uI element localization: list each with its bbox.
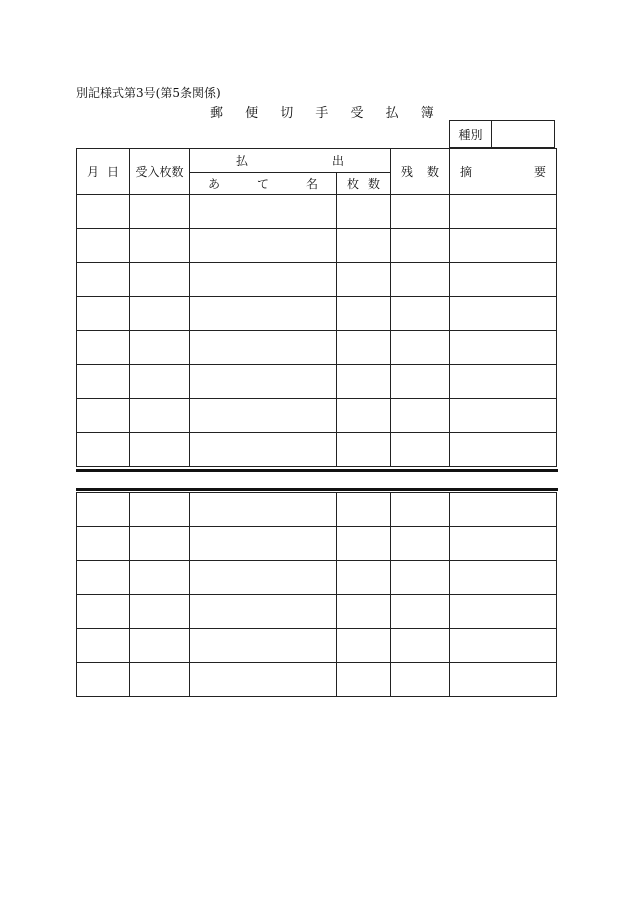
- header-date-month: 月: [87, 165, 100, 179]
- cell-address[interactable]: [190, 595, 337, 629]
- cell-sheets[interactable]: [337, 297, 391, 331]
- cell-sheets[interactable]: [337, 595, 391, 629]
- header-date: [77, 149, 130, 195]
- cell-date[interactable]: [77, 629, 130, 663]
- cell-received[interactable]: [130, 399, 190, 433]
- cell-balance[interactable]: [391, 629, 450, 663]
- cell-summary[interactable]: [450, 263, 557, 297]
- cell-summary[interactable]: [450, 527, 557, 561]
- cell-sheets[interactable]: [337, 263, 391, 297]
- cell-balance[interactable]: [391, 297, 450, 331]
- cell-sheets[interactable]: [337, 663, 391, 697]
- cell-address[interactable]: [190, 229, 337, 263]
- header-summary-char-1: 摘: [460, 165, 473, 179]
- cell-sheets[interactable]: [337, 195, 391, 229]
- cell-date[interactable]: [77, 229, 130, 263]
- cell-date[interactable]: [77, 297, 130, 331]
- cell-received[interactable]: [130, 365, 190, 399]
- cell-received[interactable]: [130, 561, 190, 595]
- cell-summary[interactable]: [450, 365, 557, 399]
- header-sheets-char-1: 枚: [347, 177, 360, 191]
- header-sheets: [337, 173, 391, 195]
- kind-value-field[interactable]: [492, 121, 554, 147]
- cell-received[interactable]: [130, 297, 190, 331]
- cell-balance[interactable]: [391, 229, 450, 263]
- cell-balance[interactable]: [391, 399, 450, 433]
- table-row: [77, 399, 557, 433]
- cell-received[interactable]: [130, 493, 190, 527]
- cell-received[interactable]: [130, 433, 190, 467]
- cell-address[interactable]: [190, 527, 337, 561]
- cell-sheets[interactable]: [337, 365, 391, 399]
- header-payout-char-2: 出: [331, 154, 344, 168]
- header-balance-char-2: 数: [426, 165, 439, 179]
- cell-balance[interactable]: [391, 365, 450, 399]
- cell-summary[interactable]: [450, 399, 557, 433]
- document-title: 郵 便 切 手 受 払 簿: [210, 106, 443, 121]
- cell-received[interactable]: [130, 331, 190, 365]
- cell-balance[interactable]: [391, 195, 450, 229]
- cell-balance[interactable]: [391, 595, 450, 629]
- table-row: [77, 195, 557, 229]
- cell-address[interactable]: [190, 297, 337, 331]
- header-summary-char-2: 要: [533, 165, 546, 179]
- cell-address[interactable]: [190, 399, 337, 433]
- table-row: [77, 331, 557, 365]
- cell-summary[interactable]: [450, 493, 557, 527]
- cell-date[interactable]: [77, 527, 130, 561]
- cell-received[interactable]: [130, 263, 190, 297]
- table-row: [77, 527, 557, 561]
- kind-box: [449, 120, 555, 148]
- cell-summary[interactable]: [450, 331, 557, 365]
- cell-address[interactable]: [190, 493, 337, 527]
- table-row: [77, 561, 557, 595]
- cell-summary[interactable]: [450, 433, 557, 467]
- cell-balance[interactable]: [391, 527, 450, 561]
- cell-sheets[interactable]: [337, 629, 391, 663]
- cell-summary[interactable]: [450, 229, 557, 263]
- cell-summary[interactable]: [450, 561, 557, 595]
- cell-date[interactable]: [77, 365, 130, 399]
- table-row: [77, 297, 557, 331]
- cell-date[interactable]: [77, 195, 130, 229]
- table-row: [77, 229, 557, 263]
- header-address: [190, 173, 337, 195]
- cell-address[interactable]: [190, 263, 337, 297]
- form-caption: 別記様式第3号(第5条関係): [76, 86, 221, 100]
- ledger-table-lower: [76, 492, 557, 697]
- header-address-char-1: あ: [208, 177, 221, 191]
- cell-balance[interactable]: [391, 663, 450, 697]
- cell-received[interactable]: [130, 595, 190, 629]
- cell-date[interactable]: [77, 561, 130, 595]
- cell-address[interactable]: [190, 561, 337, 595]
- cell-balance[interactable]: [391, 433, 450, 467]
- cell-sheets[interactable]: [337, 399, 391, 433]
- cell-address[interactable]: [190, 629, 337, 663]
- cell-summary[interactable]: [450, 297, 557, 331]
- cell-received[interactable]: [130, 527, 190, 561]
- cell-sheets[interactable]: [337, 331, 391, 365]
- cell-sheets[interactable]: [337, 229, 391, 263]
- table-row: [77, 263, 557, 297]
- cell-sheets[interactable]: [337, 527, 391, 561]
- cell-date[interactable]: [77, 331, 130, 365]
- table-row: [77, 493, 557, 527]
- table-row: [77, 629, 557, 663]
- ledger-table-upper: [76, 148, 557, 467]
- cell-sheets[interactable]: [337, 493, 391, 527]
- cell-received[interactable]: [130, 229, 190, 263]
- cell-summary[interactable]: [450, 663, 557, 697]
- table-row: [77, 595, 557, 629]
- cell-sheets[interactable]: [337, 561, 391, 595]
- header-balance: [391, 149, 450, 195]
- cell-date[interactable]: [77, 663, 130, 697]
- header-payout-char-1: 払: [236, 154, 249, 168]
- header-date-day: 日: [106, 165, 119, 179]
- header-summary: [450, 149, 557, 195]
- kind-label: 種別: [450, 121, 492, 147]
- section-break-line-bottom: [76, 488, 558, 491]
- cell-address[interactable]: [190, 663, 337, 697]
- header-balance-char-1: 残: [401, 165, 414, 179]
- cell-received[interactable]: [130, 629, 190, 663]
- cell-summary[interactable]: [450, 629, 557, 663]
- cell-date[interactable]: [77, 493, 130, 527]
- table-row: [77, 365, 557, 399]
- cell-date[interactable]: [77, 433, 130, 467]
- header-address-char-3: 名: [305, 177, 318, 191]
- header-received: 受入枚数: [130, 149, 190, 195]
- cell-summary[interactable]: [450, 195, 557, 229]
- cell-address[interactable]: [190, 365, 337, 399]
- cell-received[interactable]: [130, 663, 190, 697]
- cell-address[interactable]: [190, 433, 337, 467]
- header-payout: [190, 149, 391, 173]
- table-row: [77, 663, 557, 697]
- section-break-line-top: [76, 469, 558, 472]
- cell-sheets[interactable]: [337, 433, 391, 467]
- cell-date[interactable]: [77, 263, 130, 297]
- cell-address[interactable]: [190, 195, 337, 229]
- cell-balance[interactable]: [391, 493, 450, 527]
- header-address-char-2: て: [256, 177, 269, 191]
- table-row: [77, 433, 557, 467]
- cell-date[interactable]: [77, 399, 130, 433]
- cell-date[interactable]: [77, 595, 130, 629]
- cell-received[interactable]: [130, 195, 190, 229]
- cell-address[interactable]: [190, 331, 337, 365]
- cell-summary[interactable]: [450, 595, 557, 629]
- cell-balance[interactable]: [391, 263, 450, 297]
- cell-balance[interactable]: [391, 561, 450, 595]
- header-sheets-char-2: 数: [367, 177, 380, 191]
- cell-balance[interactable]: [391, 331, 450, 365]
